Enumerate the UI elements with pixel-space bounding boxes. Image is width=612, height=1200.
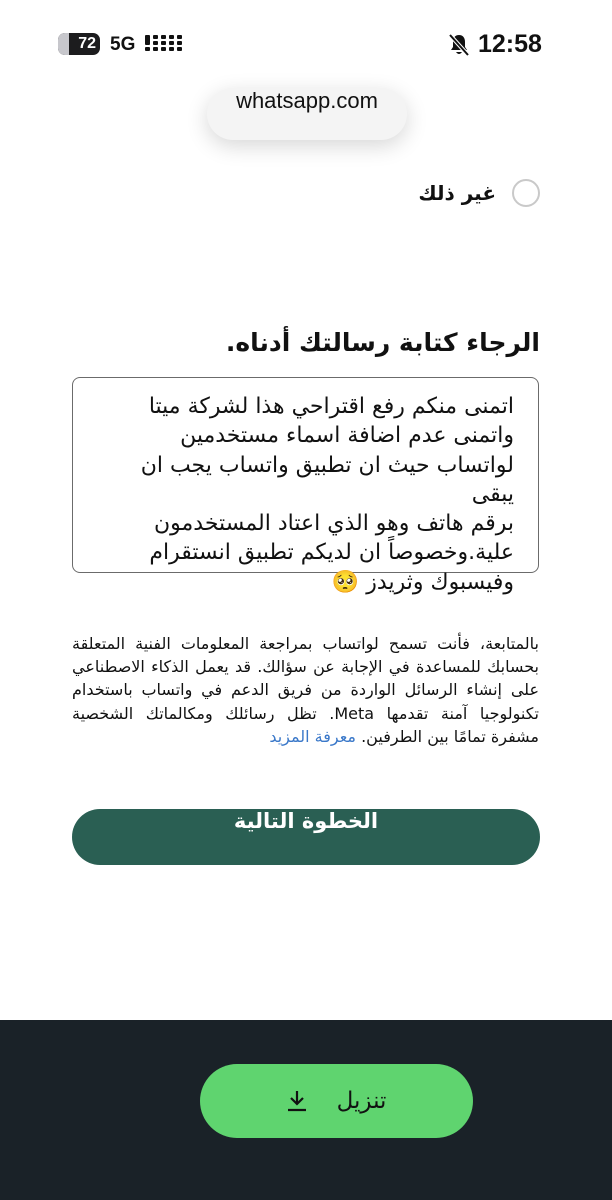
next-step-button[interactable]: الخطوة التالية (72, 809, 540, 865)
message-textarea[interactable]: اتمنى منكم رفع اقتراحي هذا لشركة ميتا واتمنى عدم اضافة اسماء مستخدمين لواتساب حيث ان تطبيق واتساب يجب ان يبقى برقم هاتف وهو الذي اعتاد المستخدمون علية.وخصوصاً ان لديكم تطبيق انستقرام وفيسبوك وثريدز 🥺 (72, 377, 539, 573)
network-type: 5G (110, 34, 136, 55)
bell-slash-icon (448, 33, 470, 57)
disclaimer-body: بالمتابعة، فأنت تسمح لواتساب بمراجعة المعلومات الفنية المتعلقة بحسابك للمساعدة في الإجابة عن سؤالك. قد يعمل الذكاء الاصطناعي على إنشاء الرسائل الواردة من فريق الدعم في واتساب باستخدام تكنولوجيا آمنة تقدمها Meta. تظل رسائلك ومكالماتك الشخصية مشفرة تمامًا بين الطرفين. (72, 634, 540, 746)
download-icon (287, 1090, 307, 1112)
disclaimer-text (72, 632, 539, 748)
battery-indicator: 72 (58, 33, 100, 55)
status-bar (0, 0, 612, 90)
signal-icon (145, 35, 181, 55)
learn-more-link[interactable]: معرفة المزيد (269, 726, 356, 746)
download-button[interactable] (200, 1064, 473, 1138)
download-label: تنزيل (336, 1088, 387, 1114)
message-heading: الرجاء كتابة رسالتك أدناه. (225, 328, 540, 357)
radio-label: غير ذلك (418, 181, 496, 205)
radio-button[interactable] (512, 179, 540, 207)
radio-option-other[interactable] (418, 176, 540, 210)
url-bar[interactable]: whatsapp.com (207, 88, 407, 140)
clock: 12:58 (478, 30, 542, 58)
